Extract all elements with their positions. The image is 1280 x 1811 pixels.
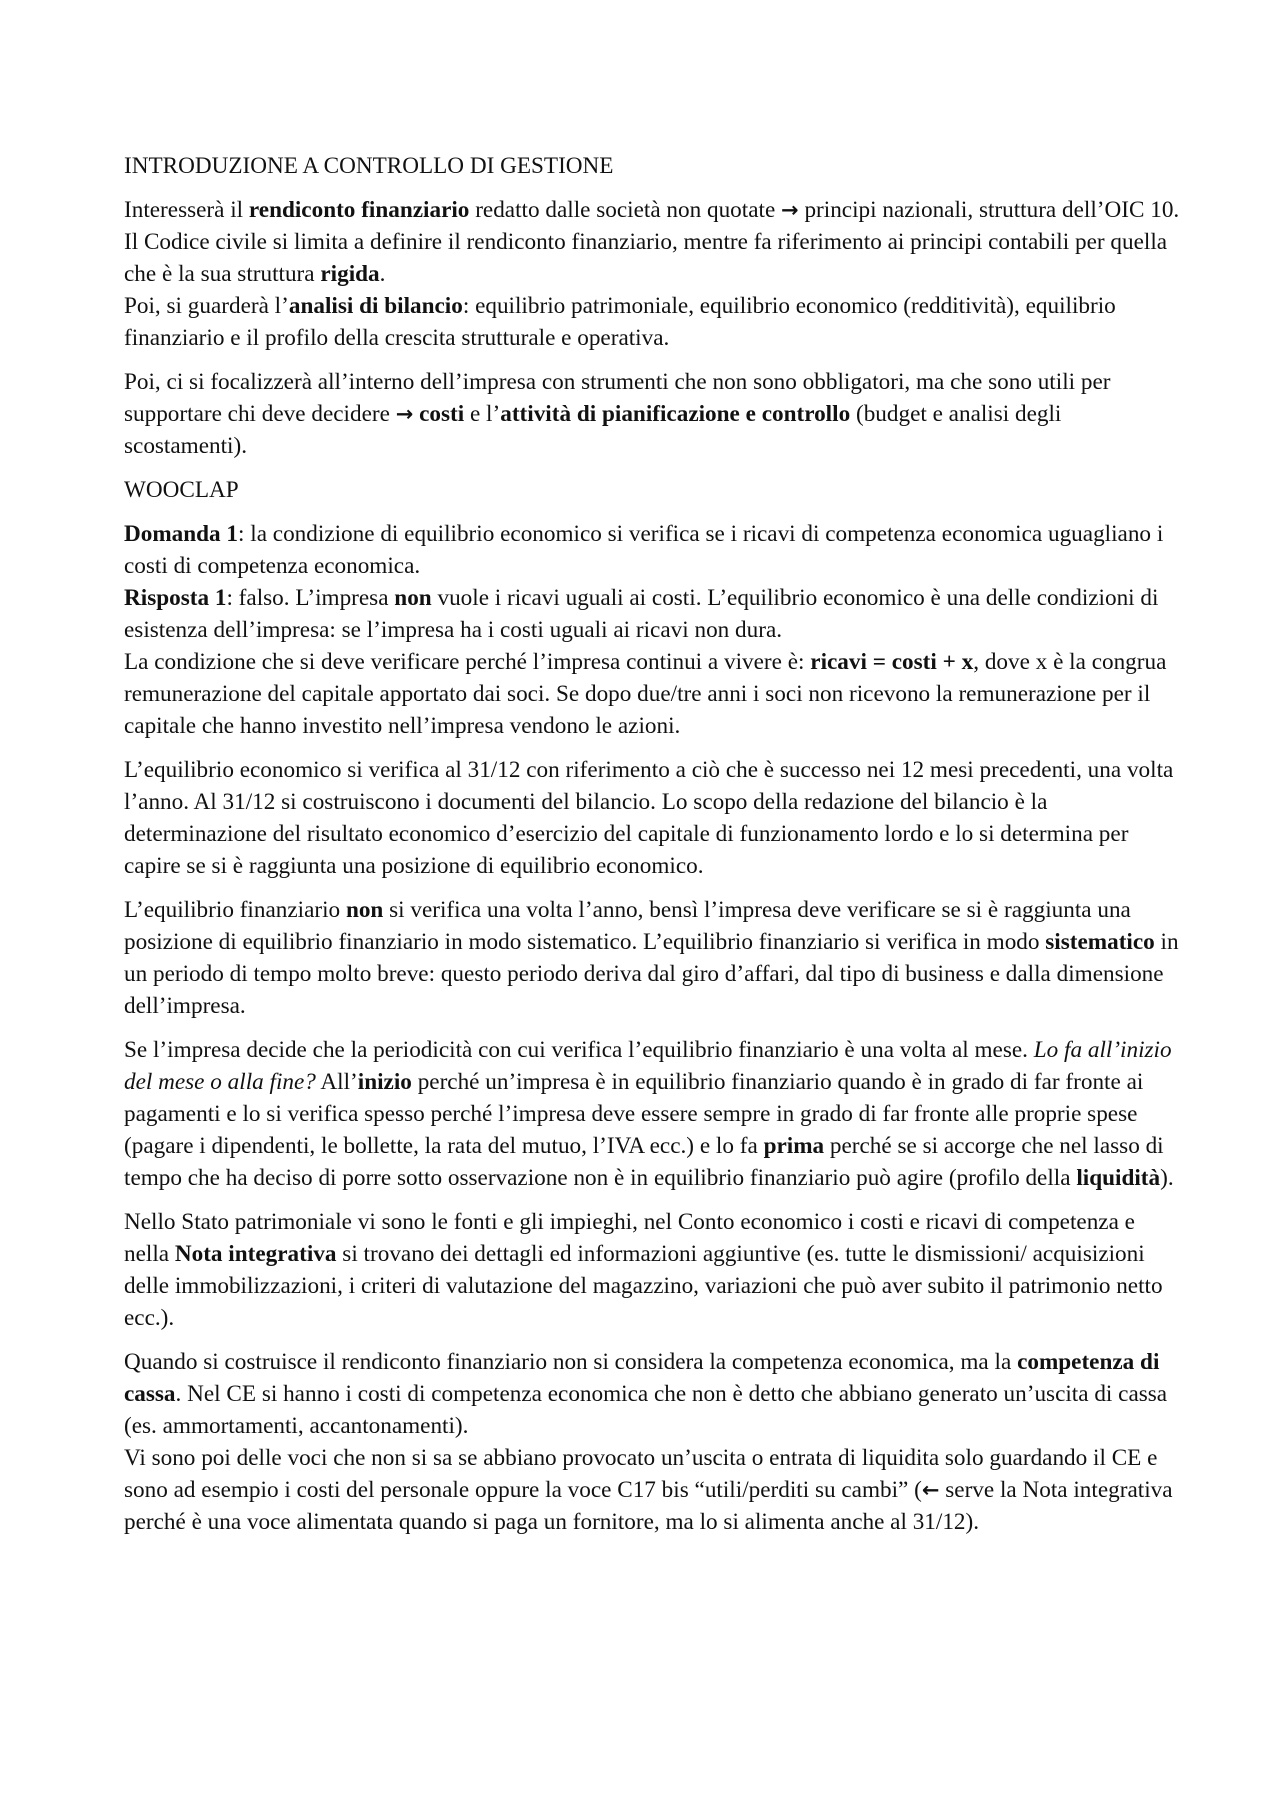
paragraph-strumenti: Poi, ci si focalizzerà all’interno dell’impresa con strumenti che non sono obbligatori, ma che sono utili per supportare chi deve decidere → costi e l’attività di pianificazione e controllo (budget e analisi degli scostamenti). bbox=[124, 369, 1111, 459]
document-title: INTRODUZIONE A CONTROLLO DI GESTIONE bbox=[124, 153, 614, 179]
paragraph-equilibrio-finanziario: L’equilibrio finanziario non si verifica una volta l’anno, bensì l’impresa deve verificare se si è raggiunta una posizione di equilibrio finanziario in modo sistematico. L’equilibrio finanziario si verifica in modo sistematico in un periodo di tempo molto breve: questo periodo deriva dal giro d’affari, dal tipo di business e dalla dimensione dell’impresa. bbox=[124, 897, 1179, 1019]
paragraph-stato-patrimoniale: Nello Stato patrimoniale vi sono le fonti e gli impieghi, nel Conto economico i costi e ricavi di competenza e nella Nota integrativa si trovano dei dettagli ed informazioni aggiuntive (es. tutte le dismissioni/ acquisizioni delle immobilizzazioni, i criteri di valutazione del magazzino, variazioni che può aver subito il patrimonio netto ecc.). bbox=[124, 1209, 1163, 1331]
paragraph-competenza-cassa: Quando si costruisce il rendiconto finanziario non si considera la competenza economica, ma la competenza di cassa. Nel CE si hanno i costi di competenza economica che non è detto che abbiano generato un’uscita di cassa (es. ammortamenti, accantonamenti). Vi sono poi delle voci che non si sa se abbiano provocato un’uscita o entrata di liquidita solo guardando il CE e sono ad esempio i costi del personale oppure la voce C17 bis “utili/perditi su cambi” (← serve la Nota integrativa perché è una voce alimentata quando si paga un fornitore, ma lo si alimenta anche al 31/12). bbox=[124, 1349, 1173, 1535]
arrow-right-icon: → bbox=[781, 198, 799, 222]
paragraph-periodicita: Se l’impresa decide che la periodicità con cui verifica l’equilibrio finanziario è una volta al mese. Lo fa all’inizio del mese o alla fine? All’inizio perché un’impresa è in equilibrio finanziario quando è in grado di far fronte ai pagamenti e lo si verifica spesso perché l’impresa deve essere sempre in grado di far fronte alle proprie spese (pagare i dipendenti, le bollette, la rata del mutuo, l’IVA ecc.) e lo fa prima perché se si accorge che nel lasso di tempo che ha deciso di porre sotto osservazione non è in equilibrio finanziario può agire (profilo della liquidità). bbox=[124, 1037, 1174, 1191]
wooclap-heading: WOOCLAP bbox=[124, 477, 239, 503]
paragraph-domanda-1: Domanda 1: la condizione di equilibrio economico si verifica se i ricavi di competenza economica uguagliano i costi di competenza economica. Risposta 1: falso. L’impresa non vuole i ricavi uguali ai costi. L’equilibrio economico è una delle condizioni di esistenza dell’impresa: se l’impresa ha i costi uguali ai ricavi non dura. La condizione che si deve verificare perché l’impresa continui a vivere è: ricavi = costi + x, dove x è la congrua remunerazione del capitale apportato dai soci. Se dopo due/tre anni i soci non ricevono la remunerazione per il capitale che hanno investito nell’impresa vendono le azioni. bbox=[124, 521, 1167, 739]
document-page bbox=[124, 150, 1184, 1550]
arrow-right-icon: → bbox=[395, 402, 414, 426]
arrow-left-icon: ← bbox=[921, 1478, 940, 1502]
paragraph-equilibrio-economico: L’equilibrio economico si verifica al 31/12 con riferimento a ciò che è successo nei 12 mesi precedenti, una volta l’anno. Al 31/12 si costruiscono i documenti del bilancio. Lo scopo della redazione del bilancio è la determinazione del risultato economico d’esercizio del capitale di funzionamento lordo e lo si determina per capire se si è raggiunta una posizione di equilibrio economico. bbox=[124, 757, 1174, 879]
paragraph-rendiconto: Interesserà il rendiconto finanziario redatto dalle società non quotate → principi nazionali, struttura dell’OIC 10. Il Codice civile si limita a definire il rendiconto finanziario, mentre fa riferimento ai principi contabili per quella che è la sua struttura rigida. Poi, si guarderà l’analisi di bilancio: equilibrio patrimoniale, equilibrio economico (redditività), equilibrio finanziario e il profilo della crescita strutturale e operativa. bbox=[124, 197, 1180, 351]
